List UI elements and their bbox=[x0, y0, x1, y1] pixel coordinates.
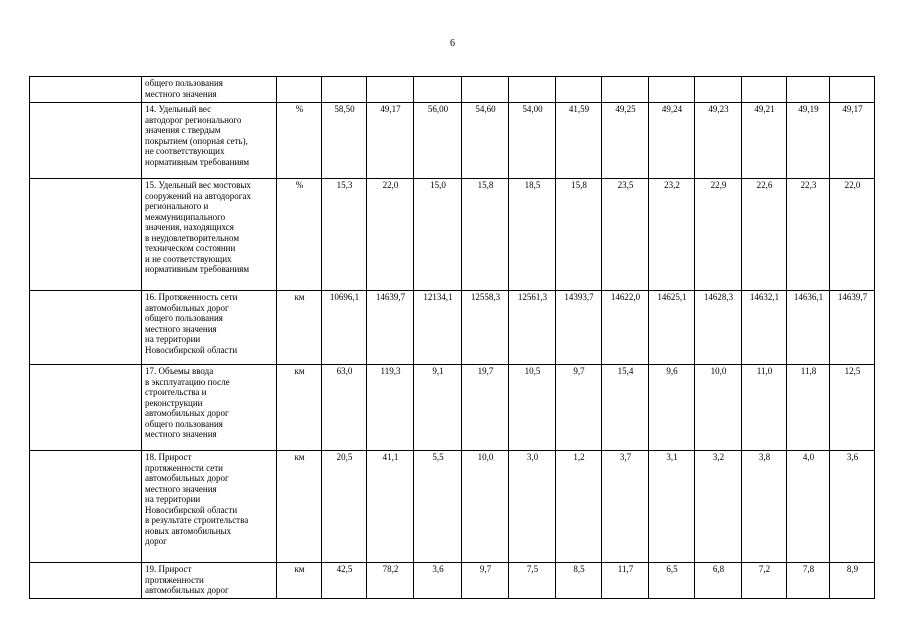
value-cell: 12558,3 bbox=[462, 291, 509, 365]
indicator-cell: 19. Прирост протяженности автомобильных дорог bbox=[142, 563, 277, 599]
value-cell: 54,60 bbox=[462, 103, 509, 179]
value-cell: 58,50 bbox=[322, 103, 367, 179]
value-cell: 15,8 bbox=[462, 179, 509, 291]
value-cell: 41,59 bbox=[556, 103, 602, 179]
value-cell: 22,0 bbox=[367, 179, 414, 291]
value-cell: 8,9 bbox=[830, 563, 875, 599]
empty-cell bbox=[30, 291, 142, 365]
value-cell: 14639,7 bbox=[830, 291, 875, 365]
value-cell bbox=[695, 77, 742, 103]
value-cell: 119,3 bbox=[367, 365, 414, 451]
value-cell: 56,00 bbox=[414, 103, 462, 179]
table-row bbox=[30, 77, 875, 103]
value-cell: 10696,1 bbox=[322, 291, 367, 365]
value-cell bbox=[556, 77, 602, 103]
value-cell: 23,2 bbox=[649, 179, 695, 291]
table-row bbox=[30, 291, 875, 365]
indicator-cell: 16. Протяженность сети автомобильных дорог общего пользования местного значения на территории Новосибирской области bbox=[142, 291, 277, 365]
value-cell: 6,8 bbox=[695, 563, 742, 599]
indicator-cell: 15. Удельный вес мостовых сооружений на автодорогах регионального и межмуниципального значения, находящихся в неудовлетворительном техническом состоянии и не соответствующих нормативным требованиям bbox=[142, 179, 277, 291]
value-cell: 10,0 bbox=[695, 365, 742, 451]
value-cell: 49,23 bbox=[695, 103, 742, 179]
value-cell: 7,5 bbox=[509, 563, 556, 599]
value-cell: 10,5 bbox=[509, 365, 556, 451]
unit-cell: км bbox=[277, 365, 322, 451]
value-cell: 9,7 bbox=[462, 563, 509, 599]
empty-cell bbox=[30, 451, 142, 563]
value-cell: 12134,1 bbox=[414, 291, 462, 365]
unit-cell: % bbox=[277, 179, 322, 291]
value-cell: 22,0 bbox=[830, 179, 875, 291]
value-cell: 11,0 bbox=[742, 365, 787, 451]
value-cell: 54,00 bbox=[509, 103, 556, 179]
indicator-cell: 18. Прирост протяженности сети автомобильных дорог местного значения на территории Новосибирской области в результате строительства новых автомобильных дорог bbox=[142, 451, 277, 563]
table-row bbox=[30, 563, 875, 599]
indicator-cell: 17. Объемы ввода в эксплуатацию после строительства и реконструкции автомобильных дорог общего пользования местного значения bbox=[142, 365, 277, 451]
value-cell: 3,7 bbox=[602, 451, 649, 563]
value-cell: 3,1 bbox=[649, 451, 695, 563]
table-row bbox=[30, 451, 875, 563]
value-cell bbox=[787, 77, 830, 103]
unit-cell: км bbox=[277, 563, 322, 599]
value-cell: 19,7 bbox=[462, 365, 509, 451]
value-cell bbox=[322, 77, 367, 103]
value-cell bbox=[830, 77, 875, 103]
value-cell bbox=[367, 77, 414, 103]
value-cell: 22,6 bbox=[742, 179, 787, 291]
indicator-cell: общего пользования местного значения bbox=[142, 77, 277, 103]
value-cell: 14622,0 bbox=[602, 291, 649, 365]
value-cell: 9,1 bbox=[414, 365, 462, 451]
value-cell: 15,8 bbox=[556, 179, 602, 291]
value-cell: 42,5 bbox=[322, 563, 367, 599]
value-cell: 3,6 bbox=[830, 451, 875, 563]
value-cell: 12,5 bbox=[830, 365, 875, 451]
table-row bbox=[30, 179, 875, 291]
value-cell: 18,5 bbox=[509, 179, 556, 291]
value-cell: 14625,1 bbox=[649, 291, 695, 365]
unit-cell: % bbox=[277, 103, 322, 179]
empty-cell bbox=[30, 77, 142, 103]
value-cell bbox=[602, 77, 649, 103]
value-cell: 3,0 bbox=[509, 451, 556, 563]
empty-cell bbox=[30, 179, 142, 291]
value-cell bbox=[649, 77, 695, 103]
value-cell: 63,0 bbox=[322, 365, 367, 451]
unit-cell bbox=[277, 77, 322, 103]
indicator-cell: 14. Удельный вес автодорог регионального значения с твердым покрытием (опорная сеть), не соответствующих нормативным требованиям bbox=[142, 103, 277, 179]
unit-cell: км bbox=[277, 451, 322, 563]
indicators-table bbox=[29, 76, 875, 599]
empty-cell bbox=[30, 103, 142, 179]
value-cell: 3,2 bbox=[695, 451, 742, 563]
value-cell: 15,0 bbox=[414, 179, 462, 291]
empty-cell bbox=[30, 365, 142, 451]
value-cell bbox=[462, 77, 509, 103]
value-cell: 49,17 bbox=[830, 103, 875, 179]
value-cell: 15,3 bbox=[322, 179, 367, 291]
value-cell: 14632,1 bbox=[742, 291, 787, 365]
value-cell: 7,2 bbox=[742, 563, 787, 599]
page-number: 6 bbox=[450, 38, 455, 49]
value-cell: 3,8 bbox=[742, 451, 787, 563]
value-cell: 11,7 bbox=[602, 563, 649, 599]
value-cell: 78,2 bbox=[367, 563, 414, 599]
table-row bbox=[30, 103, 875, 179]
value-cell: 20,5 bbox=[322, 451, 367, 563]
value-cell: 14636,1 bbox=[787, 291, 830, 365]
value-cell: 41,1 bbox=[367, 451, 414, 563]
value-cell bbox=[509, 77, 556, 103]
value-cell bbox=[742, 77, 787, 103]
value-cell: 12561,3 bbox=[509, 291, 556, 365]
value-cell: 14393,7 bbox=[556, 291, 602, 365]
value-cell: 49,19 bbox=[787, 103, 830, 179]
unit-cell: км bbox=[277, 291, 322, 365]
value-cell: 4,0 bbox=[787, 451, 830, 563]
value-cell: 7,8 bbox=[787, 563, 830, 599]
value-cell: 9,6 bbox=[649, 365, 695, 451]
value-cell: 22,3 bbox=[787, 179, 830, 291]
value-cell: 6,5 bbox=[649, 563, 695, 599]
empty-cell bbox=[30, 563, 142, 599]
table-row bbox=[30, 365, 875, 451]
value-cell: 14639,7 bbox=[367, 291, 414, 365]
value-cell: 14628,3 bbox=[695, 291, 742, 365]
value-cell: 8,5 bbox=[556, 563, 602, 599]
value-cell: 49,25 bbox=[602, 103, 649, 179]
value-cell: 23,5 bbox=[602, 179, 649, 291]
value-cell: 49,21 bbox=[742, 103, 787, 179]
value-cell: 22,9 bbox=[695, 179, 742, 291]
value-cell bbox=[414, 77, 462, 103]
value-cell: 11,8 bbox=[787, 365, 830, 451]
value-cell: 10,0 bbox=[462, 451, 509, 563]
value-cell: 15,4 bbox=[602, 365, 649, 451]
value-cell: 5,5 bbox=[414, 451, 462, 563]
value-cell: 1,2 bbox=[556, 451, 602, 563]
value-cell: 49,17 bbox=[367, 103, 414, 179]
value-cell: 3,6 bbox=[414, 563, 462, 599]
value-cell: 49,24 bbox=[649, 103, 695, 179]
value-cell: 9,7 bbox=[556, 365, 602, 451]
